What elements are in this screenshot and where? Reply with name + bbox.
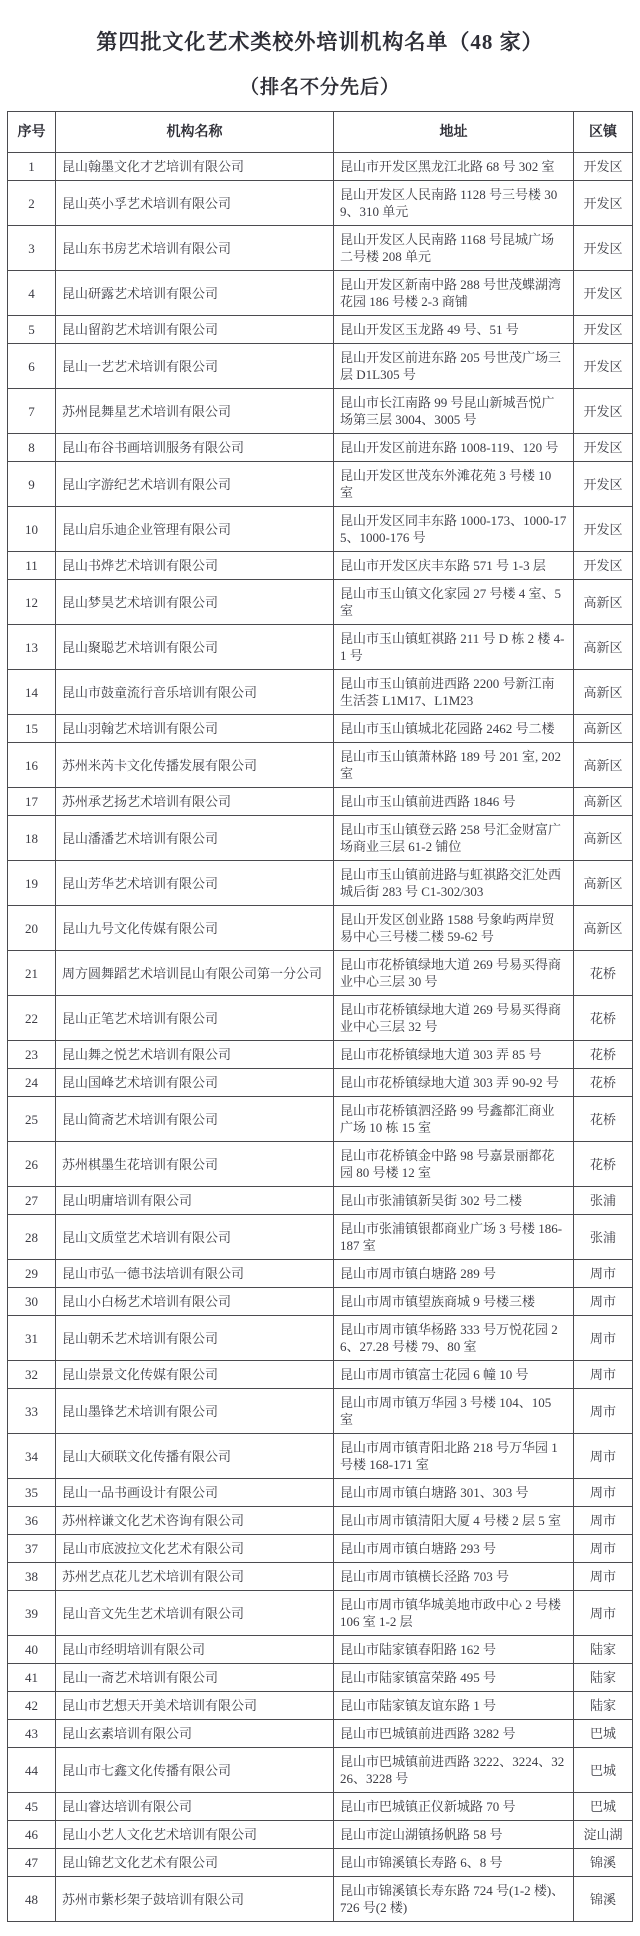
column-header-district: 区镇 <box>574 112 633 153</box>
column-header-name: 机构名称 <box>56 112 334 153</box>
table-row <box>8 1849 633 1877</box>
row-number-cell: 18 <box>8 816 56 861</box>
address-cell: 昆山开发区玉龙路 49 号、51 号 <box>334 316 574 344</box>
institution-name-cell: 昆山九号文化传媒有限公司 <box>56 906 334 951</box>
address-cell: 昆山市花桥镇泗泾路 99 号鑫都汇商业广场 10 栋 15 室 <box>334 1097 574 1142</box>
table-row <box>8 434 633 462</box>
district-cell: 开发区 <box>574 552 633 580</box>
district-cell: 巴城 <box>574 1793 633 1821</box>
table-row <box>8 1097 633 1142</box>
table-row <box>8 1041 633 1069</box>
district-cell: 花桥 <box>574 1041 633 1069</box>
district-cell: 开发区 <box>574 434 633 462</box>
row-number-cell: 4 <box>8 271 56 316</box>
row-number-cell: 6 <box>8 344 56 389</box>
district-cell: 开发区 <box>574 462 633 507</box>
district-cell: 花桥 <box>574 1069 633 1097</box>
address-cell: 昆山市张浦镇新吴街 302 号二楼 <box>334 1187 574 1215</box>
row-number-cell: 31 <box>8 1316 56 1361</box>
row-number-cell: 10 <box>8 507 56 552</box>
table-row <box>8 670 633 715</box>
table-row <box>8 580 633 625</box>
address-cell: 昆山市开发区庆丰东路 571 号 1-3 层 <box>334 552 574 580</box>
district-cell: 开发区 <box>574 316 633 344</box>
institution-name-cell: 昆山锦艺文化艺术有限公司 <box>56 1849 334 1877</box>
institution-name-cell: 昆山翰墨文化才艺培训有限公司 <box>56 153 334 181</box>
address-cell: 昆山市陆家镇春阳路 162 号 <box>334 1636 574 1664</box>
row-number-cell: 43 <box>8 1720 56 1748</box>
row-number-cell: 26 <box>8 1142 56 1187</box>
row-number-cell: 39 <box>8 1591 56 1636</box>
district-cell: 花桥 <box>574 1142 633 1187</box>
address-cell: 昆山市玉山镇萧林路 189 号 201 室, 202 室 <box>334 743 574 788</box>
institution-name-cell: 昆山玄素培训有限公司 <box>56 1720 334 1748</box>
row-number-cell: 1 <box>8 153 56 181</box>
institution-name-cell: 昆山市底波拉文化艺术有限公司 <box>56 1535 334 1563</box>
table-row <box>8 316 633 344</box>
district-cell: 周市 <box>574 1507 633 1535</box>
institution-name-cell: 昆山市弘一德书法培训有限公司 <box>56 1260 334 1288</box>
row-number-cell: 42 <box>8 1692 56 1720</box>
row-number-cell: 25 <box>8 1097 56 1142</box>
district-cell: 周市 <box>574 1288 633 1316</box>
district-cell: 周市 <box>574 1535 633 1563</box>
district-cell: 高新区 <box>574 580 633 625</box>
table-row <box>8 1664 633 1692</box>
institution-name-cell: 周方圆舞蹈艺术培训昆山有限公司第一分公司 <box>56 951 334 996</box>
institution-name-cell: 昆山崇景文化传媒有限公司 <box>56 1361 334 1389</box>
table-row <box>8 507 633 552</box>
row-number-cell: 16 <box>8 743 56 788</box>
address-cell: 昆山市花桥镇绿地大道 269 号易买得商业中心三层 30 号 <box>334 951 574 996</box>
address-cell: 昆山市巴城镇前进西路 3282 号 <box>334 1720 574 1748</box>
table-row <box>8 1636 633 1664</box>
institution-name-cell: 昆山市七鑫文化传播有限公司 <box>56 1748 334 1793</box>
institution-name-cell: 昆山音文先生艺术培训有限公司 <box>56 1591 334 1636</box>
table-row <box>8 462 633 507</box>
district-cell: 巴城 <box>574 1720 633 1748</box>
table-row <box>8 344 633 389</box>
district-cell: 花桥 <box>574 996 633 1041</box>
row-number-cell: 23 <box>8 1041 56 1069</box>
table-row <box>8 1389 633 1434</box>
address-cell: 昆山市周市镇望族商城 9 号楼三楼 <box>334 1288 574 1316</box>
address-cell: 昆山市陆家镇友谊东路 1 号 <box>334 1692 574 1720</box>
table-row <box>8 226 633 271</box>
address-cell: 昆山市周市镇清阳大厦 4 号楼 2 层 5 室 <box>334 1507 574 1535</box>
address-cell: 昆山市周市镇横长泾路 703 号 <box>334 1563 574 1591</box>
address-cell: 昆山市玉山镇登云路 258 号汇金财富广场商业三层 61-2 铺位 <box>334 816 574 861</box>
institution-name-cell: 苏州梓谦文化艺术咨询有限公司 <box>56 1507 334 1535</box>
address-cell: 昆山市玉山镇前进西路 1846 号 <box>334 788 574 816</box>
district-cell: 陆家 <box>574 1692 633 1720</box>
row-number-cell: 20 <box>8 906 56 951</box>
row-number-cell: 22 <box>8 996 56 1041</box>
institution-name-cell: 昆山羽翰艺术培训有限公司 <box>56 715 334 743</box>
institution-name-cell: 昆山聚聪艺术培训有限公司 <box>56 625 334 670</box>
row-number-cell: 11 <box>8 552 56 580</box>
row-number-cell: 38 <box>8 1563 56 1591</box>
district-cell: 花桥 <box>574 951 633 996</box>
table-row <box>8 1877 633 1922</box>
row-number-cell: 24 <box>8 1069 56 1097</box>
table-row <box>8 1187 633 1215</box>
row-number-cell: 3 <box>8 226 56 271</box>
district-cell: 周市 <box>574 1434 633 1479</box>
address-cell: 昆山市花桥镇绿地大道 303 弄 85 号 <box>334 1041 574 1069</box>
district-cell: 周市 <box>574 1563 633 1591</box>
district-cell: 开发区 <box>574 507 633 552</box>
table-row <box>8 625 633 670</box>
institution-name-cell: 昆山正笔艺术培训有限公司 <box>56 996 334 1041</box>
institution-name-cell: 苏州市紫杉架子鼓培训有限公司 <box>56 1877 334 1922</box>
table-row <box>8 1142 633 1187</box>
district-cell: 高新区 <box>574 625 633 670</box>
row-number-cell: 21 <box>8 951 56 996</box>
table-row <box>8 715 633 743</box>
institution-name-cell: 昆山研露艺术培训有限公司 <box>56 271 334 316</box>
institution-name-cell: 苏州棋墨生花培训有限公司 <box>56 1142 334 1187</box>
row-number-cell: 2 <box>8 181 56 226</box>
address-cell: 昆山开发区前进东路 205 号世茂广场三层 D1L305 号 <box>334 344 574 389</box>
column-header-no: 序号 <box>8 112 56 153</box>
institutions-table <box>7 111 633 1922</box>
table-row <box>8 1069 633 1097</box>
address-cell: 昆山市花桥镇绿地大道 303 弄 90-92 号 <box>334 1069 574 1097</box>
address-cell: 昆山市陆家镇富荣路 495 号 <box>334 1664 574 1692</box>
table-body <box>8 153 633 1922</box>
table-row <box>8 743 633 788</box>
district-cell: 开发区 <box>574 181 633 226</box>
institution-name-cell: 苏州昆舞星艺术培训有限公司 <box>56 389 334 434</box>
institution-name-cell: 昆山国峰艺术培训有限公司 <box>56 1069 334 1097</box>
table-row <box>8 181 633 226</box>
address-cell: 昆山市张浦镇银都商业广场 3 号楼 186-187 室 <box>334 1215 574 1260</box>
table-row <box>8 788 633 816</box>
district-cell: 高新区 <box>574 861 633 906</box>
table-row <box>8 1288 633 1316</box>
address-cell: 昆山市周市镇华杨路 333 号万悦花园 26、27.28 号楼 79、80 室 <box>334 1316 574 1361</box>
table-row <box>8 951 633 996</box>
table-row <box>8 1793 633 1821</box>
table-row <box>8 1821 633 1849</box>
table-row <box>8 1563 633 1591</box>
district-cell: 周市 <box>574 1479 633 1507</box>
row-number-cell: 46 <box>8 1821 56 1849</box>
address-cell: 昆山开发区人民南路 1128 号三号楼 309、310 单元 <box>334 181 574 226</box>
district-cell: 锦溪 <box>574 1877 633 1922</box>
address-cell: 昆山市玉山镇城北花园路 2462 号二楼 <box>334 715 574 743</box>
table-row <box>8 1361 633 1389</box>
address-cell: 昆山市玉山镇虹祺路 211 号 D 栋 2 楼 4-1 号 <box>334 625 574 670</box>
district-cell: 周市 <box>574 1316 633 1361</box>
district-cell: 高新区 <box>574 670 633 715</box>
page-subtitle: （排名不分先后） <box>239 77 400 98</box>
table-row <box>8 1215 633 1260</box>
row-number-cell: 44 <box>8 1748 56 1793</box>
row-number-cell: 9 <box>8 462 56 507</box>
district-cell: 开发区 <box>574 226 633 271</box>
district-cell: 陆家 <box>574 1636 633 1664</box>
table-row <box>8 1507 633 1535</box>
address-cell: 昆山开发区新南中路 288 号世茂蝶湖湾花园 186 号楼 2-3 商铺 <box>334 271 574 316</box>
table-row <box>8 389 633 434</box>
district-cell: 周市 <box>574 1260 633 1288</box>
institution-name-cell: 昆山小白杨艺术培训有限公司 <box>56 1288 334 1316</box>
address-cell: 昆山开发区同丰东路 1000-173、1000-175、1000-176 号 <box>334 507 574 552</box>
row-number-cell: 8 <box>8 434 56 462</box>
district-cell: 淀山湖 <box>574 1821 633 1849</box>
district-cell: 开发区 <box>574 271 633 316</box>
institution-name-cell: 昆山小艺人文化艺术培训有限公司 <box>56 1821 334 1849</box>
address-cell: 昆山市周市镇万华园 3 号楼 104、105 室 <box>334 1389 574 1434</box>
table-row <box>8 153 633 181</box>
district-cell: 张浦 <box>574 1215 633 1260</box>
column-header-address: 地址 <box>334 112 574 153</box>
address-cell: 昆山市周市镇青阳北路 218 号万华园 1 号楼 168-171 室 <box>334 1434 574 1479</box>
institution-name-cell: 昆山简斋艺术培训有限公司 <box>56 1097 334 1142</box>
address-cell: 昆山市玉山镇前进路与虹祺路交汇处西城后街 283 号 C1-302/303 <box>334 861 574 906</box>
institution-name-cell: 昆山市鼓童流行音乐培训有限公司 <box>56 670 334 715</box>
table-row <box>8 1692 633 1720</box>
address-cell: 昆山开发区世茂东外滩花苑 3 号楼 10 室 <box>334 462 574 507</box>
row-number-cell: 5 <box>8 316 56 344</box>
institution-name-cell: 昆山朝禾艺术培训有限公司 <box>56 1316 334 1361</box>
table-row <box>8 861 633 906</box>
institution-name-cell: 昆山启乐迪企业管理有限公司 <box>56 507 334 552</box>
address-cell: 昆山市淀山湖镇扬帆路 58 号 <box>334 1821 574 1849</box>
row-number-cell: 15 <box>8 715 56 743</box>
address-cell: 昆山市锦溪镇长寿路 6、8 号 <box>334 1849 574 1877</box>
institution-name-cell: 昆山潘潘艺术培训有限公司 <box>56 816 334 861</box>
row-number-cell: 7 <box>8 389 56 434</box>
row-number-cell: 17 <box>8 788 56 816</box>
institution-name-cell: 苏州承艺扬艺术培训有限公司 <box>56 788 334 816</box>
address-cell: 昆山市花桥镇金中路 98 号嘉景丽都花园 80 号楼 12 室 <box>334 1142 574 1187</box>
district-cell: 开发区 <box>574 389 633 434</box>
district-cell: 开发区 <box>574 153 633 181</box>
table-row <box>8 1535 633 1563</box>
address-cell: 昆山市周市镇白塘路 301、303 号 <box>334 1479 574 1507</box>
institution-name-cell: 昆山东书房艺术培训有限公司 <box>56 226 334 271</box>
address-cell: 昆山市周市镇富士花园 6 幢 10 号 <box>334 1361 574 1389</box>
institution-name-cell: 昆山市艺想天开美术培训有限公司 <box>56 1692 334 1720</box>
row-number-cell: 14 <box>8 670 56 715</box>
table-row <box>8 996 633 1041</box>
table-row <box>8 816 633 861</box>
institution-name-cell: 苏州米芮卡文化传播发展有限公司 <box>56 743 334 788</box>
row-number-cell: 48 <box>8 1877 56 1922</box>
address-cell: 昆山市周市镇白塘路 293 号 <box>334 1535 574 1563</box>
institution-name-cell: 昆山大硕联文化传播有限公司 <box>56 1434 334 1479</box>
address-cell: 昆山市周市镇华城美地市政中心 2 号楼 106 室 1-2 层 <box>334 1591 574 1636</box>
table-row <box>8 1316 633 1361</box>
district-cell: 周市 <box>574 1591 633 1636</box>
address-cell: 昆山市花桥镇绿地大道 269 号易买得商业中心三层 32 号 <box>334 996 574 1041</box>
address-cell: 昆山开发区前进东路 1008-119、120 号 <box>334 434 574 462</box>
row-number-cell: 34 <box>8 1434 56 1479</box>
district-cell: 开发区 <box>574 344 633 389</box>
row-number-cell: 33 <box>8 1389 56 1434</box>
district-cell: 花桥 <box>574 1097 633 1142</box>
district-cell: 巴城 <box>574 1748 633 1793</box>
institution-name-cell: 苏州艺点花儿艺术培训有限公司 <box>56 1563 334 1591</box>
row-number-cell: 41 <box>8 1664 56 1692</box>
institution-name-cell: 昆山英小孚艺术培训有限公司 <box>56 181 334 226</box>
address-cell: 昆山开发区人民南路 1168 号昆城广场二号楼 208 单元 <box>334 226 574 271</box>
institution-name-cell: 昆山字游纪艺术培训有限公司 <box>56 462 334 507</box>
address-cell: 昆山市玉山镇文化家园 27 号楼 4 室、5 室 <box>334 580 574 625</box>
district-cell: 高新区 <box>574 788 633 816</box>
row-number-cell: 27 <box>8 1187 56 1215</box>
institution-name-cell: 昆山睿达培训有限公司 <box>56 1793 334 1821</box>
row-number-cell: 19 <box>8 861 56 906</box>
table-row <box>8 1748 633 1793</box>
district-cell: 高新区 <box>574 715 633 743</box>
institution-name-cell: 昆山一艺艺术培训有限公司 <box>56 344 334 389</box>
institution-name-cell: 昆山墨锋艺术培训有限公司 <box>56 1389 334 1434</box>
row-number-cell: 37 <box>8 1535 56 1563</box>
address-cell: 昆山市长江南路 99 号昆山新城吾悦广场第三层 3004、3005 号 <box>334 389 574 434</box>
table-row <box>8 1720 633 1748</box>
institution-name-cell: 昆山布谷书画培训服务有限公司 <box>56 434 334 462</box>
row-number-cell: 30 <box>8 1288 56 1316</box>
institution-name-cell: 昆山文质堂艺术培训有限公司 <box>56 1215 334 1260</box>
row-number-cell: 13 <box>8 625 56 670</box>
institution-name-cell: 昆山书烨艺术培训有限公司 <box>56 552 334 580</box>
address-cell: 昆山市巴城镇前进西路 3222、3224、3226、3228 号 <box>334 1748 574 1793</box>
row-number-cell: 12 <box>8 580 56 625</box>
district-cell: 陆家 <box>574 1664 633 1692</box>
table-row <box>8 1260 633 1288</box>
address-cell: 昆山市锦溪镇长寿东路 724 号(1-2 楼)、726 号(2 楼) <box>334 1877 574 1922</box>
row-number-cell: 35 <box>8 1479 56 1507</box>
row-number-cell: 28 <box>8 1215 56 1260</box>
page-title: 第四批文化艺术类校外培训机构名单（48 家） <box>96 30 544 54</box>
district-cell: 高新区 <box>574 816 633 861</box>
address-cell: 昆山市开发区黑龙江北路 68 号 302 室 <box>334 153 574 181</box>
address-cell: 昆山市周市镇白塘路 289 号 <box>334 1260 574 1288</box>
table-row <box>8 271 633 316</box>
row-number-cell: 47 <box>8 1849 56 1877</box>
address-cell: 昆山开发区创业路 1588 号象屿两岸贸易中心三号楼二楼 59-62 号 <box>334 906 574 951</box>
address-cell: 昆山市巴城镇正仪新城路 70 号 <box>334 1793 574 1821</box>
table-row <box>8 1591 633 1636</box>
row-number-cell: 40 <box>8 1636 56 1664</box>
institution-name-cell: 昆山梦昊艺术培训有限公司 <box>56 580 334 625</box>
table-row <box>8 906 633 951</box>
row-number-cell: 45 <box>8 1793 56 1821</box>
district-cell: 锦溪 <box>574 1849 633 1877</box>
district-cell: 高新区 <box>574 743 633 788</box>
district-cell: 高新区 <box>574 906 633 951</box>
institution-name-cell: 昆山舞之悦艺术培训有限公司 <box>56 1041 334 1069</box>
row-number-cell: 32 <box>8 1361 56 1389</box>
district-cell: 周市 <box>574 1361 633 1389</box>
district-cell: 周市 <box>574 1389 633 1434</box>
table-header-row <box>8 112 633 153</box>
district-cell: 张浦 <box>574 1187 633 1215</box>
address-cell: 昆山市玉山镇前进西路 2200 号新江南生活荟 L1M17、L1M23 <box>334 670 574 715</box>
row-number-cell: 36 <box>8 1507 56 1535</box>
institution-name-cell: 昆山明庸培训有限公司 <box>56 1187 334 1215</box>
institution-name-cell: 昆山留韵艺术培训有限公司 <box>56 316 334 344</box>
table-row <box>8 1479 633 1507</box>
institution-name-cell: 昆山一斋艺术培训有限公司 <box>56 1664 334 1692</box>
institution-name-cell: 昆山芳华艺术培训有限公司 <box>56 861 334 906</box>
row-number-cell: 29 <box>8 1260 56 1288</box>
institution-name-cell: 昆山市经明培训有限公司 <box>56 1636 334 1664</box>
institution-name-cell: 昆山一品书画设计有限公司 <box>56 1479 334 1507</box>
table-row <box>8 1434 633 1479</box>
table-row <box>8 552 633 580</box>
